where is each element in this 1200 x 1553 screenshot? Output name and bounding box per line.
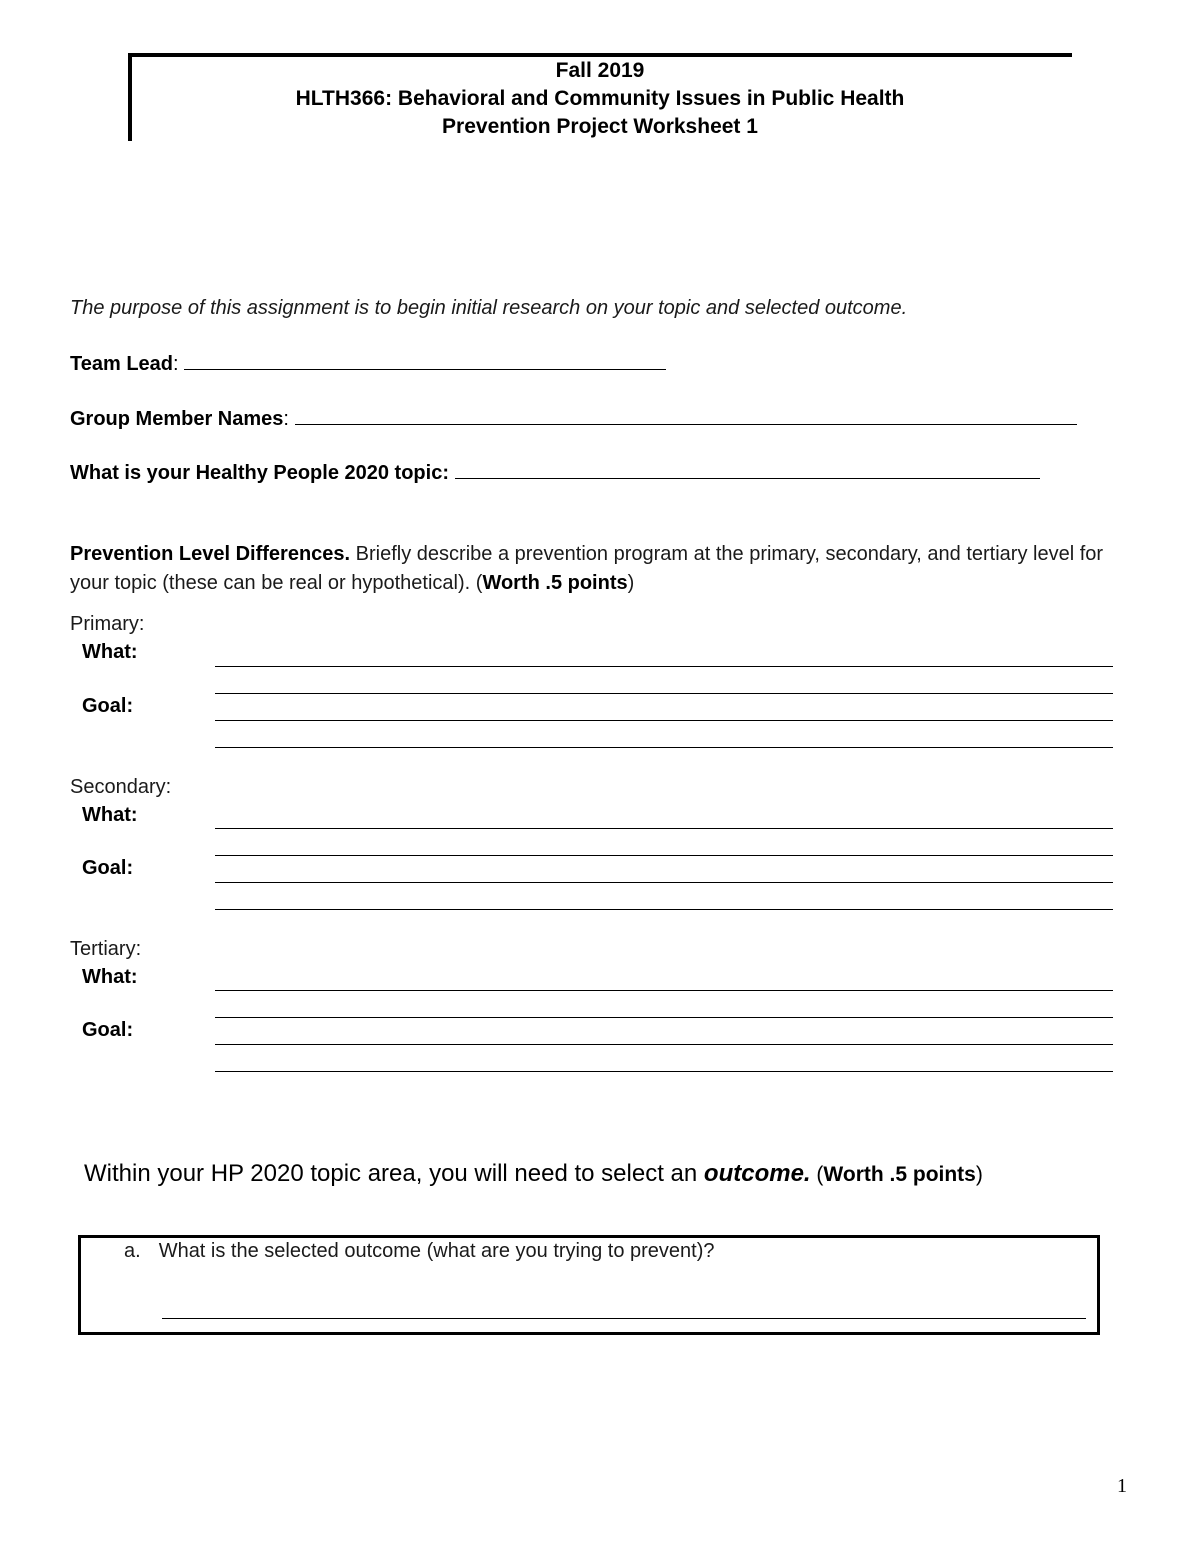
- team-lead-row: Team Lead:: [70, 351, 666, 376]
- outcome-emphasis: outcome.: [703, 1160, 811, 1187]
- tertiary-what-line-1[interactable]: [215, 990, 1113, 991]
- prevention-worth: Worth .5 points: [482, 572, 628, 594]
- secondary-what-label: What:: [82, 804, 138, 826]
- primary-what-line-1[interactable]: [215, 666, 1113, 667]
- header-top-border: [128, 53, 1072, 57]
- hp-topic-label: What is your Healthy People 2020 topic:: [70, 462, 449, 484]
- team-lead-blank[interactable]: [184, 351, 666, 370]
- primary-goal-label: Goal:: [82, 695, 134, 717]
- tertiary-goal-label: Goal:: [82, 1019, 134, 1041]
- outcome-question-text: What is the selected outcome (what are you trying to prevent)?: [158, 1240, 715, 1262]
- prevention-description: Briefly describe a prevention program at the primary, secondary, and tertiary level for your topic (these can be real or hypothetical). (: [70, 543, 1104, 594]
- outcome-worth: Worth .5 points: [823, 1163, 976, 1186]
- secondary-goal-line-1[interactable]: [215, 882, 1113, 883]
- tertiary-goal-line-2[interactable]: [215, 1071, 1113, 1072]
- secondary-goal-label: Goal:: [82, 857, 134, 879]
- tertiary-what-line-2[interactable]: [215, 1017, 1113, 1018]
- primary-label: Primary:: [70, 613, 145, 635]
- outcome-question: [124, 1240, 715, 1263]
- primary-goal-line-1[interactable]: [215, 720, 1113, 721]
- primary-goal-line-2[interactable]: [215, 747, 1113, 748]
- tertiary-label: Tertiary:: [70, 938, 142, 960]
- secondary-label: Secondary:: [70, 776, 172, 798]
- secondary-what-line-2[interactable]: [215, 855, 1113, 856]
- outcome-answer-line[interactable]: [162, 1318, 1086, 1319]
- primary-what-label: What:: [82, 641, 138, 663]
- group-members-blank[interactable]: [295, 406, 1077, 425]
- outcome-question-marker: a.: [124, 1240, 141, 1262]
- outcome-heading-text: Within your HP 2020 topic area, you will need to select an: [84, 1160, 704, 1187]
- secondary-goal-line-2[interactable]: [215, 909, 1113, 910]
- tertiary-what-label: What:: [82, 966, 138, 988]
- group-members-row: Group Member Names:: [70, 406, 1077, 431]
- prevention-instructions: [70, 540, 1140, 598]
- hp-topic-blank[interactable]: [455, 460, 1040, 479]
- prevention-worth-close: ): [627, 572, 635, 594]
- team-lead-label: Team Lead: [70, 353, 173, 375]
- header-worksheet-title: Prevention Project Worksheet 1: [442, 115, 758, 138]
- outcome-worth-open: (: [810, 1163, 824, 1186]
- hp-topic-row: [70, 460, 1040, 485]
- tertiary-goal-line-1[interactable]: [215, 1044, 1113, 1045]
- outcome-worth-close: ): [975, 1163, 983, 1186]
- page-number: 1: [1117, 1475, 1127, 1497]
- primary-what-line-2[interactable]: [215, 693, 1113, 694]
- outcome-heading: [84, 1160, 983, 1188]
- header-course: HLTH366: Behavioral and Community Issues in Public Health: [295, 87, 905, 110]
- secondary-what-line-1[interactable]: [215, 828, 1113, 829]
- prevention-title: Prevention Level Differences.: [70, 543, 351, 565]
- header-term: Fall 2019: [555, 59, 645, 82]
- group-members-label: Group Member Names: [70, 408, 284, 430]
- purpose-statement: The purpose of this assignment is to begin initial research on your topic and selected outcome.: [70, 297, 908, 319]
